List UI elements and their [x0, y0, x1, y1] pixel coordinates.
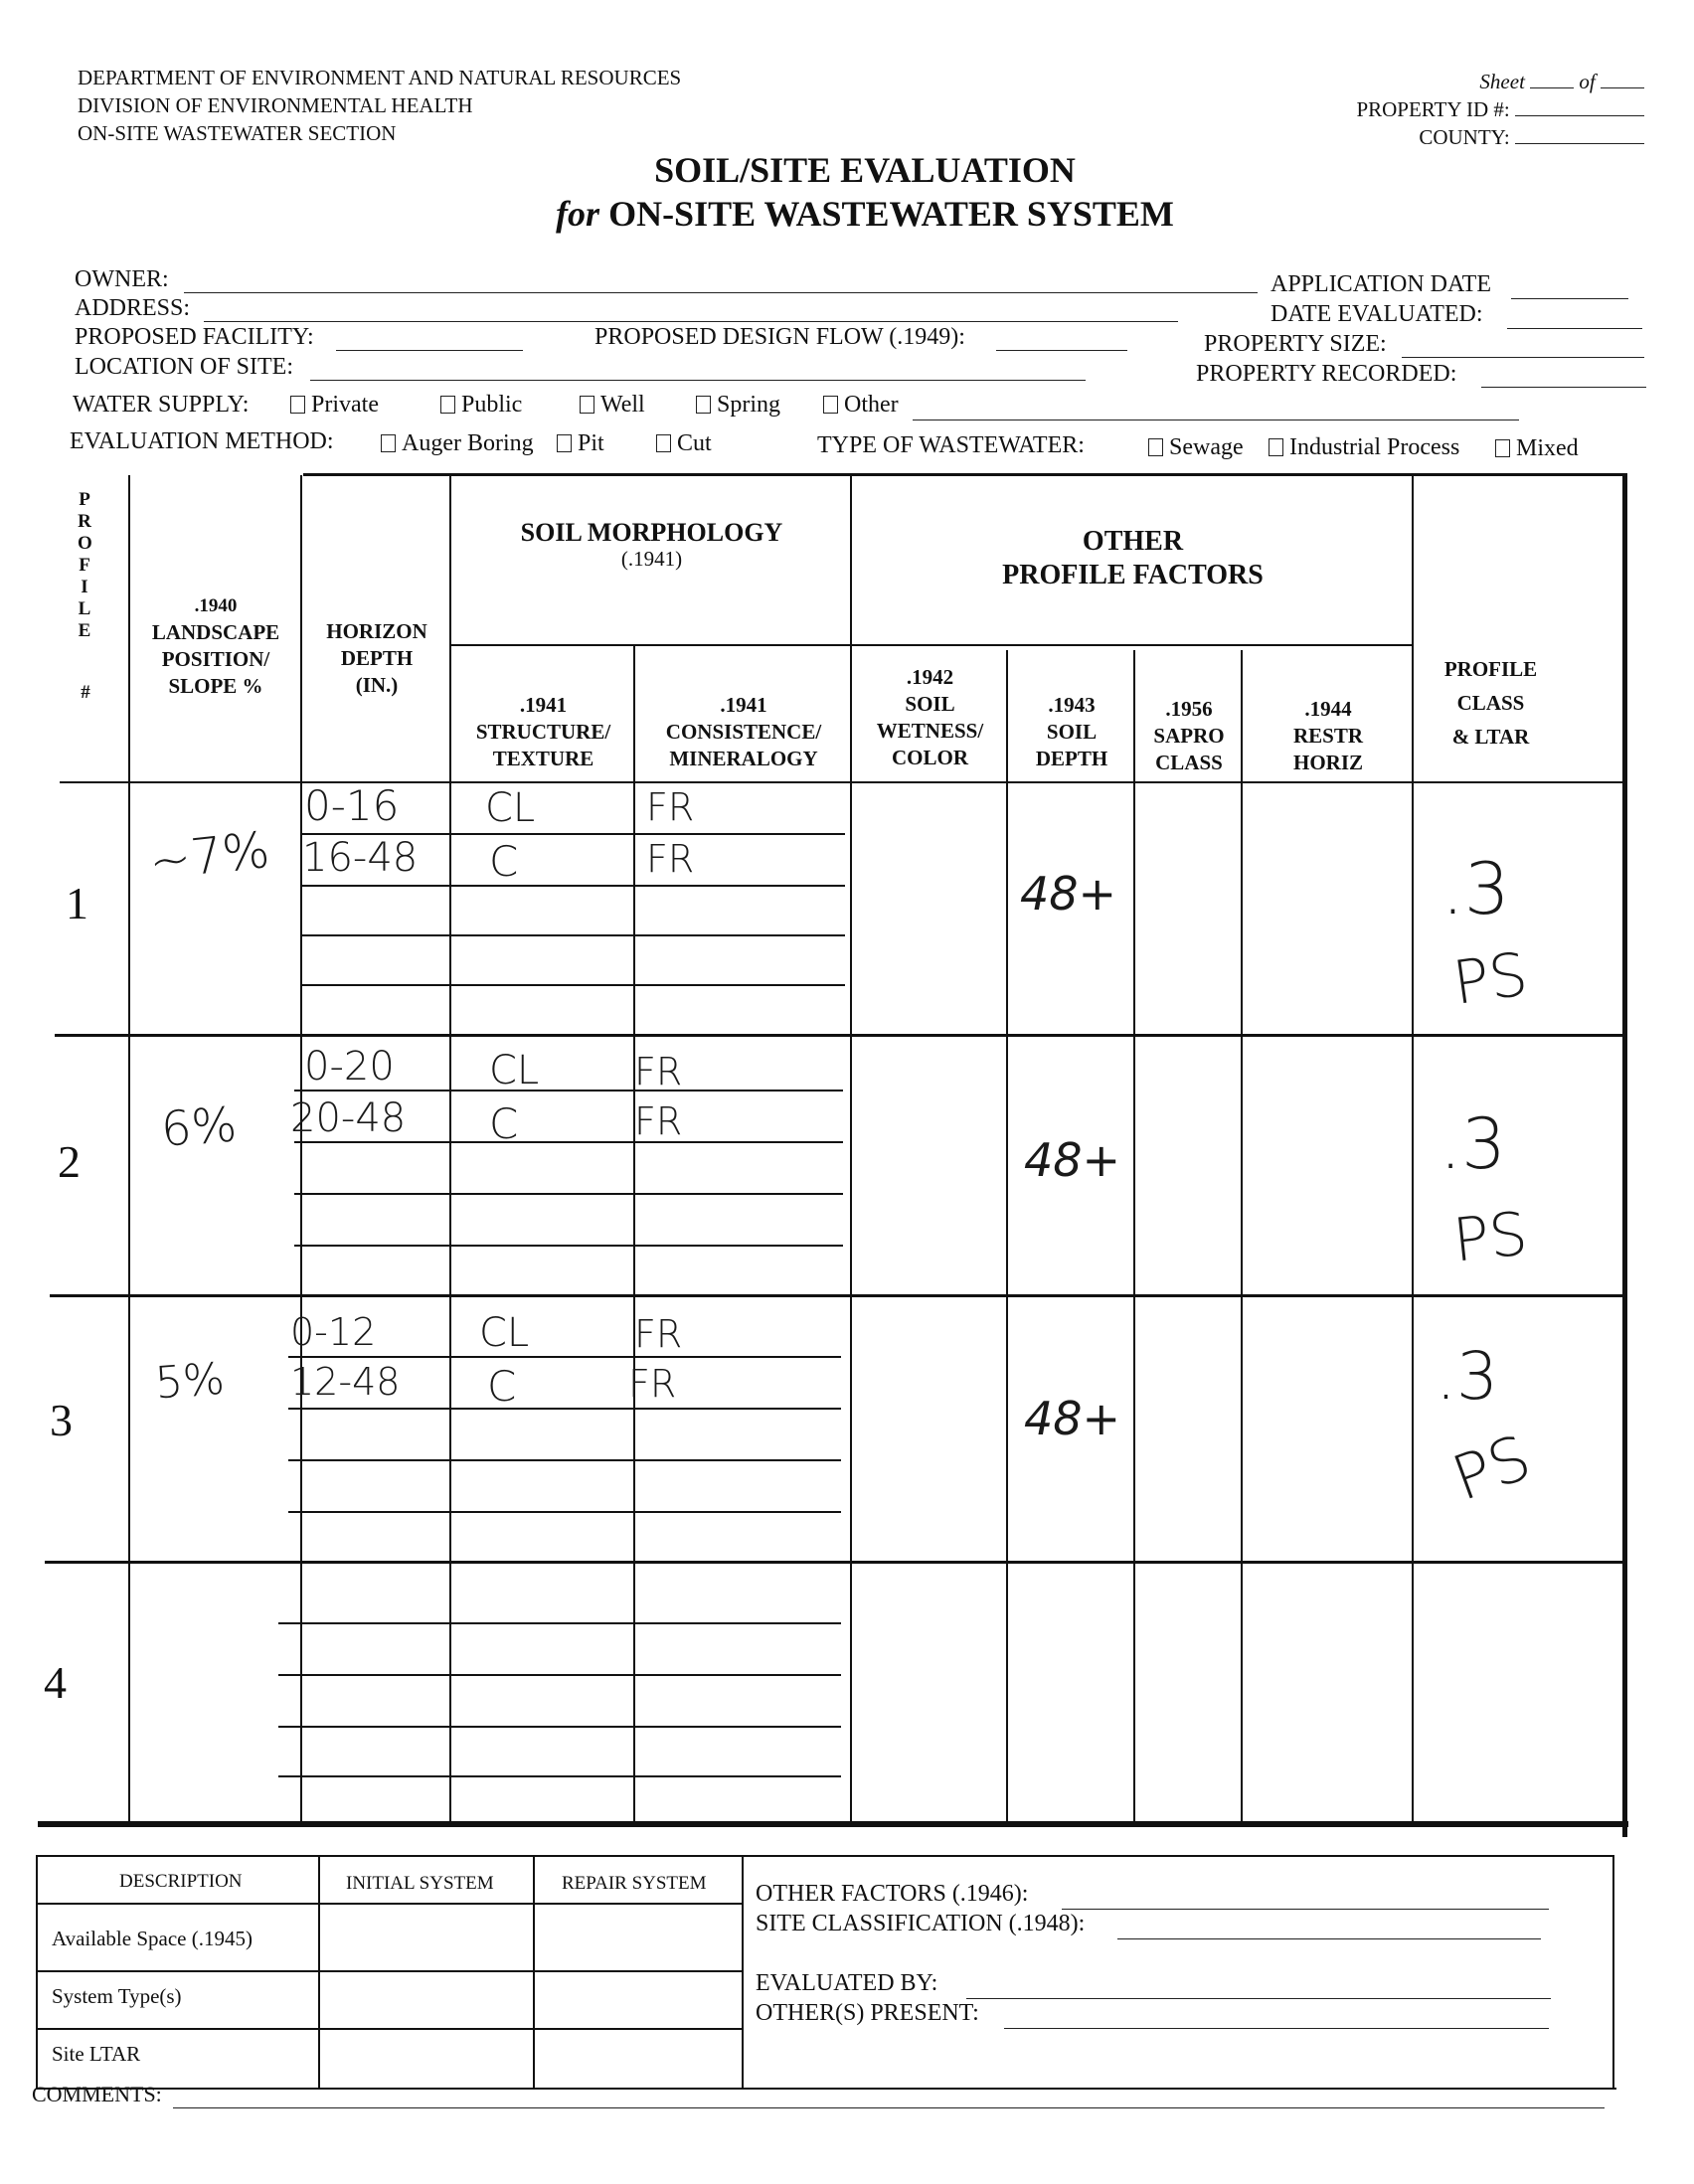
department-block: [78, 64, 681, 147]
profile-hash: #: [81, 682, 90, 703]
checkbox[interactable]: [1269, 438, 1283, 456]
consistence-header: .1941 CONSISTENCE/ MINERALOGY: [665, 693, 822, 770]
texture-value: CL: [485, 785, 536, 831]
checkbox[interactable]: [1148, 438, 1163, 456]
evaluated-by-label: EVALUATED BY:: [756, 1970, 938, 1996]
restr-header: .1944 RESTR HORIZ: [1292, 697, 1364, 774]
system-types-label: System Type(s): [52, 1984, 182, 2008]
slope-value: 6%: [159, 1096, 240, 1158]
row-number: 3: [50, 1395, 73, 1445]
checkbox[interactable]: [557, 434, 572, 452]
checkbox[interactable]: [290, 396, 305, 414]
texture-value: C: [489, 837, 519, 886]
comments-label: COMMENTS:: [32, 2082, 162, 2106]
wastewater-option-industrial[interactable]: Industrial Process: [1269, 434, 1459, 461]
property-id-label: PROPERTY ID #:: [1356, 97, 1510, 121]
design-flow-label: PROPOSED DESIGN FLOW (.1949):: [594, 324, 965, 350]
other-factors-label: OTHER FACTORS (.1946):: [756, 1881, 1029, 1907]
date-evaluated-label: DATE EVALUATED:: [1270, 301, 1483, 327]
horizon-depth: 12-48: [290, 1360, 401, 1404]
structure-header: .1941 STRUCTURE/ TEXTURE: [475, 693, 611, 770]
property-size-label: PROPERTY SIZE:: [1204, 331, 1387, 357]
method-option-pit[interactable]: Pit: [557, 430, 604, 457]
checkbox[interactable]: [823, 396, 838, 414]
wetness-header: .1942 SOIL WETNESS/ COLOR: [876, 665, 984, 769]
horizon-depth: 16-48: [302, 835, 419, 881]
water-option-private[interactable]: Private: [290, 392, 379, 419]
proposed-facility-field[interactable]: [336, 350, 523, 351]
owner-label: OWNER:: [75, 266, 169, 292]
site-classification-field[interactable]: [1117, 1938, 1541, 1939]
profile-vertical-header: PROFILE: [78, 489, 92, 641]
other-profile-factors-header: OTHER PROFILE FACTORS: [1002, 526, 1264, 590]
other-factors-field[interactable]: [1062, 1909, 1549, 1910]
water-option-spring[interactable]: Spring: [696, 392, 780, 419]
texture-value: C: [489, 1099, 519, 1148]
checkbox[interactable]: [656, 434, 671, 452]
horizon-depth: 0-20: [304, 1044, 395, 1090]
initial-system-header: INITIAL SYSTEM: [346, 1873, 494, 1894]
wastewater-option-mixed[interactable]: Mixed: [1495, 435, 1579, 462]
property-size-field[interactable]: [1402, 357, 1644, 358]
soil-morphology-header: SOIL MORPHOLOGY (.1941): [520, 518, 783, 571]
consistence-value: FR: [634, 1312, 683, 1356]
ltar-value: PS: [1448, 939, 1532, 1019]
others-present-label: OTHER(S) PRESENT:: [756, 2000, 979, 2026]
checkbox[interactable]: [580, 396, 594, 414]
design-flow-field[interactable]: [996, 350, 1127, 351]
checkbox[interactable]: [696, 396, 711, 414]
method-option-auger[interactable]: Auger Boring: [381, 430, 534, 457]
ltar-value: PS: [1442, 1421, 1540, 1515]
water-option-public[interactable]: Public: [440, 392, 522, 419]
county-field[interactable]: [1515, 143, 1644, 144]
soil-depth-value: 48+: [1024, 1392, 1121, 1445]
sheet-info-block: [1306, 68, 1644, 151]
ltar-value: PS: [1449, 1199, 1531, 1276]
title-line-1: SOIL/SITE EVALUATION: [654, 150, 1076, 190]
method-option-cut[interactable]: Cut: [656, 430, 712, 457]
property-id-field[interactable]: [1515, 115, 1644, 116]
consistence-value: FR: [646, 837, 695, 881]
consistence-value: FR: [634, 1099, 683, 1143]
sheet-label: Sheet: [1479, 70, 1525, 93]
of-label: of: [1579, 70, 1596, 93]
checkbox[interactable]: [440, 396, 455, 414]
form-title: [0, 149, 1694, 235]
water-supply-label: WATER SUPPLY:: [73, 392, 250, 418]
profile-class-header: PROFILE CLASS & LTAR: [1443, 657, 1538, 749]
horizon-depth: 20-48: [290, 1095, 407, 1141]
location-label: LOCATION OF SITE:: [75, 354, 293, 380]
evaluated-by-field[interactable]: [966, 1998, 1551, 1999]
description-header: DESCRIPTION: [119, 1871, 243, 1892]
location-field[interactable]: [310, 380, 1086, 381]
title-line-2: ON-SITE WASTEWATER SYSTEM: [608, 194, 1174, 234]
horizon-depth: 0-16: [304, 781, 400, 830]
repair-system-header: REPAIR SYSTEM: [562, 1873, 707, 1894]
water-option-well[interactable]: Well: [580, 392, 645, 419]
section-line: ON-SITE WASTEWATER SECTION: [78, 121, 397, 145]
profile-class-value: .3: [1436, 1338, 1498, 1415]
department-line: DEPARTMENT OF ENVIRONMENT AND NATURAL RESOURCES: [78, 66, 682, 89]
title-for: for: [556, 194, 600, 234]
profile-class-value: .3: [1441, 847, 1510, 930]
wastewater-option-sewage[interactable]: Sewage: [1148, 434, 1244, 461]
address-field[interactable]: [204, 321, 1178, 322]
soil-depth-header: .1943 SOIL DEPTH: [1035, 693, 1108, 770]
county-label: COUNTY:: [1419, 125, 1510, 149]
checkbox[interactable]: [381, 434, 396, 452]
address-label: ADDRESS:: [75, 295, 191, 321]
type-of-wastewater-label: TYPE OF WASTEWATER:: [817, 432, 1085, 458]
profile-class-value: .3: [1440, 1103, 1506, 1185]
landscape-header: .1940 LANDSCAPE POSITION/ SLOPE %: [151, 595, 280, 698]
row-number: 2: [58, 1136, 81, 1187]
consistence-value: FR: [634, 1050, 683, 1093]
property-recorded-label: PROPERTY RECORDED:: [1196, 361, 1457, 387]
soil-depth-value: 48+: [1024, 1133, 1121, 1187]
consistence-value: FR: [646, 785, 695, 829]
others-present-field[interactable]: [1004, 2028, 1549, 2029]
owner-field[interactable]: [184, 292, 1258, 293]
available-space-label: Available Space (.1945): [52, 1927, 253, 1950]
slope-value: 5%: [153, 1353, 227, 1410]
horizon-depth: 0-12: [290, 1310, 377, 1354]
texture-value: C: [487, 1362, 517, 1411]
date-evaluated-field[interactable]: [1507, 328, 1642, 329]
application-date-label: APPLICATION DATE: [1270, 271, 1491, 297]
horizon-header: HORIZON DEPTH (IN.): [326, 619, 427, 697]
soil-depth-value: 48+: [1020, 867, 1117, 921]
row-number: 1: [66, 878, 88, 928]
water-option-other[interactable]: Other: [823, 392, 899, 419]
comments-field[interactable]: [173, 2107, 1605, 2108]
division-line: DIVISION OF ENVIRONMENTAL HEALTH: [78, 93, 473, 117]
texture-value: CL: [479, 1310, 530, 1356]
site-ltar-label: Site LTAR: [52, 2042, 141, 2066]
property-recorded-field[interactable]: [1481, 387, 1646, 388]
sapro-header: .1956 SAPRO CLASS: [1153, 697, 1225, 774]
proposed-facility-label: PROPOSED FACILITY:: [75, 324, 314, 350]
checkbox[interactable]: [1495, 439, 1510, 457]
consistence-value: FR: [628, 1362, 677, 1406]
site-classification-label: SITE CLASSIFICATION (.1948):: [756, 1911, 1086, 1936]
slope-value: ~7%: [146, 820, 272, 892]
texture-value: CL: [489, 1048, 540, 1093]
evaluation-method-label: EVALUATION METHOD:: [70, 428, 334, 454]
row-number: 4: [44, 1657, 67, 1708]
application-date-field[interactable]: [1511, 298, 1628, 299]
